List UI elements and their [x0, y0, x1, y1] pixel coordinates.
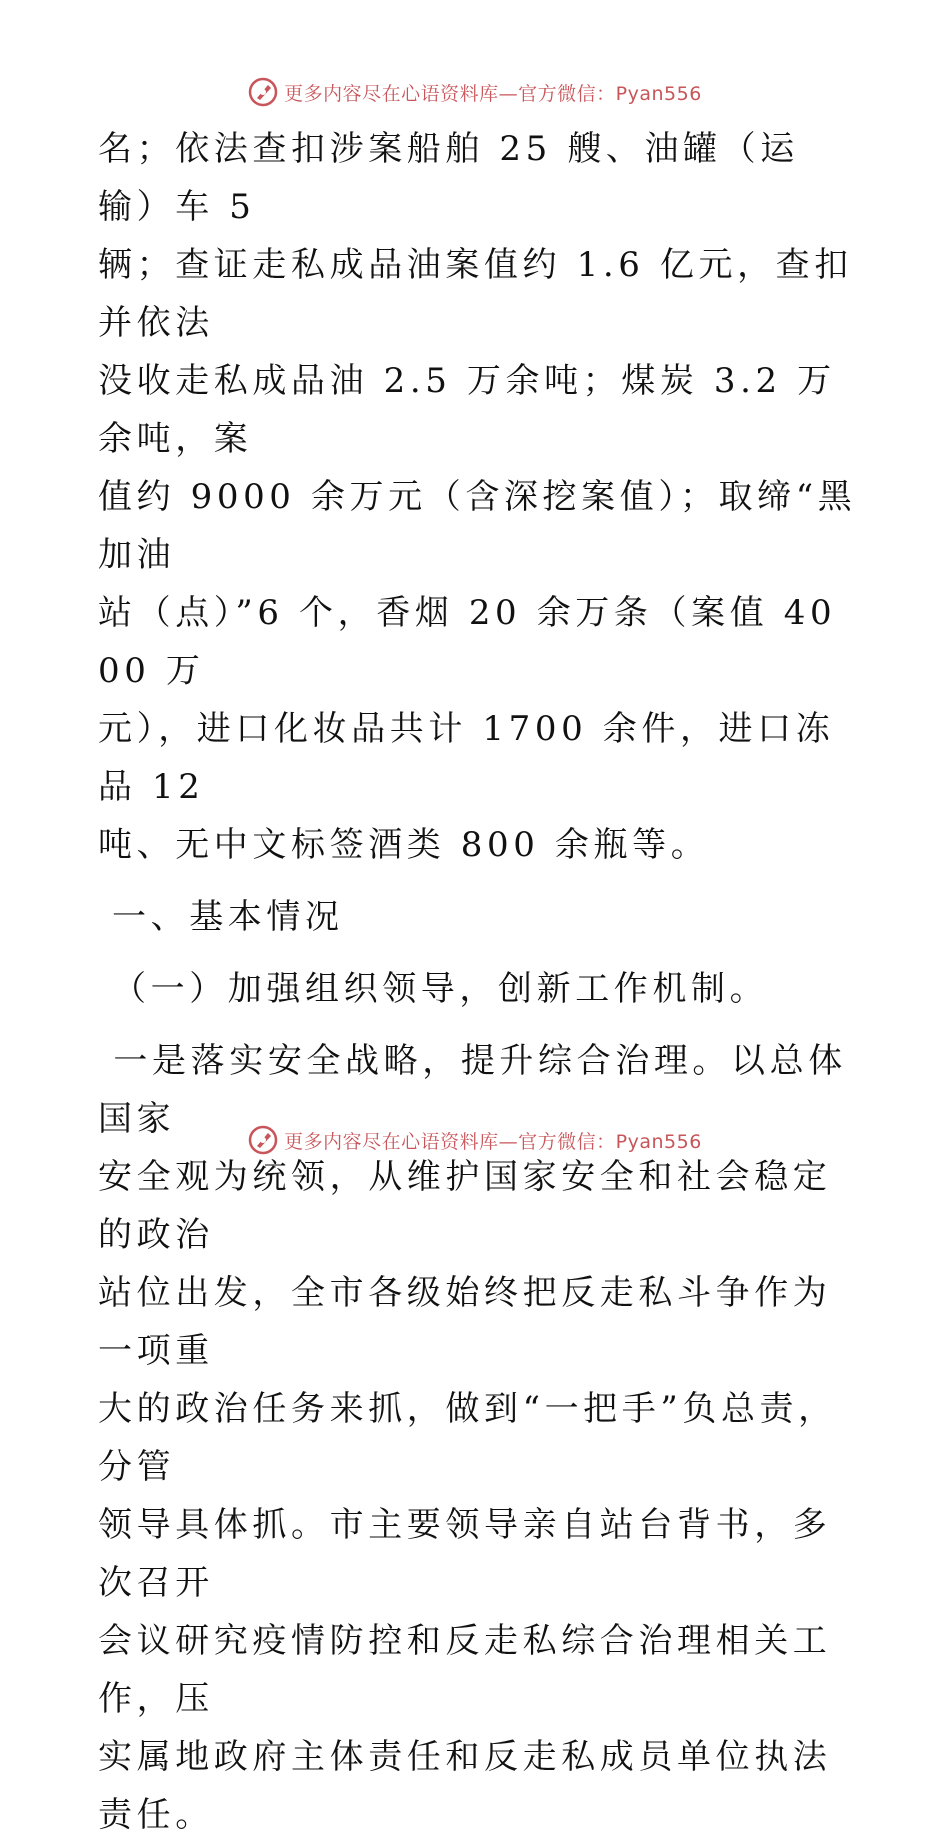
text-line: 站位出发，全市各级始终把反走私斗争作为一项重 — [98, 1273, 832, 1371]
text-line: 安全观为统领，从维护国家安全和社会稳定的政治 — [98, 1157, 832, 1255]
intro-paragraph — [98, 120, 858, 874]
text-line: 会议研究疫情防控和反走私综合治理相关工作，压 — [98, 1621, 832, 1719]
watermark-text: 更多内容尽在心语资料库—官方微信：Pyan556 — [284, 1130, 702, 1153]
document-body — [98, 120, 858, 1844]
watermark-footer — [0, 1120, 950, 1160]
text-line: 大的政治任务来抓，做到“一把手”负总责，分管 — [98, 1389, 837, 1487]
subsection-heading: （一）加强组织领导，创新工作机制。 — [112, 969, 769, 1009]
section-heading: 一、基本情况 — [112, 897, 344, 937]
text-line: 实属地政府主体责任和反走私成员单位执法责任。 — [98, 1737, 832, 1835]
watermark-text: 更多内容尽在心语资料库—官方微信：Pyan556 — [284, 82, 702, 105]
text-line: 站（点）”6 个，香烟 20 余万条（案值 4000 万 — [98, 593, 837, 691]
text-line: 辆；查证走私成品油案值约 1.6 亿元，查扣并依法 — [98, 245, 853, 343]
watermark-handle: Pyan556 — [615, 82, 702, 105]
text-line: 元），进口化妆品共计 1700 余件，进口冻品 12 — [98, 709, 835, 807]
text-line: 一是落实安全战略，提升综合治理。以总体国家 — [98, 1041, 847, 1139]
watermark-header — [0, 72, 950, 112]
text-line: 吨、无中文标签酒类 800 余瓶等。 — [98, 825, 710, 865]
pen-logo-icon — [248, 1125, 278, 1155]
text-line: 值约 9000 余万元（含深挖案值）；取缔“黑加油 — [98, 477, 857, 575]
text-line: 领导具体抓。市主要领导亲自站台背书，多次召开 — [98, 1505, 832, 1603]
text-line: 没收走私成品油 2.5 万余吨；煤炭 3.2 万余吨，案 — [98, 361, 836, 459]
watermark-handle: Pyan556 — [615, 1130, 702, 1153]
text-line: 名；依法查扣涉案船舶 25 艘、油罐（运输）车 5 — [98, 129, 799, 227]
pen-logo-icon — [248, 77, 278, 107]
